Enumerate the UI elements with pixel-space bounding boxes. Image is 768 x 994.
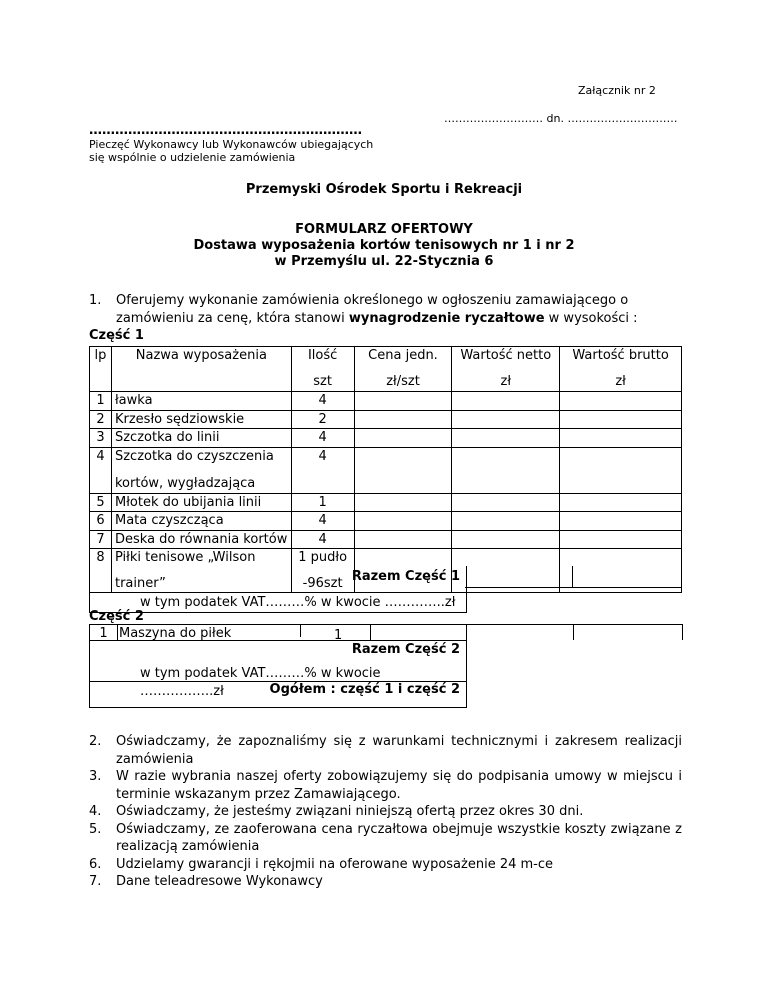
part2-summary-box bbox=[89, 640, 467, 708]
stamp-caption-1: Pieczęć Wykonawcy lub Wykonawców ubiegających bbox=[89, 138, 374, 151]
part2-total-label: Razem Część 2 bbox=[351, 642, 460, 657]
unit-qty: szt bbox=[291, 369, 354, 392]
table-row: 2 Krzesło sędziowskie 2 bbox=[90, 410, 682, 429]
part1-total-value bbox=[465, 566, 682, 588]
part2-vat-line: w tym podatek VAT………% w kwocie ……………..zł bbox=[140, 666, 381, 699]
table-row: 1 ławka 4 bbox=[90, 392, 682, 411]
table-row: 8 Piłki tenisowe „Wilson 1 pudło bbox=[90, 549, 682, 567]
unit-price: zł/szt bbox=[354, 369, 452, 392]
list-item: 7. Dane teleadresowe Wykonawcy bbox=[89, 874, 323, 890]
list-item: 5. Oświadczamy, ze zaoferowana cena ryczałtowa obejmuje wszystkie koszty związane z realizacją zamówienia bbox=[89, 821, 682, 855]
statements-list bbox=[89, 733, 682, 891]
part1-total-label: Razem Część 1 bbox=[351, 569, 460, 584]
header-gross: Wartość brutto bbox=[560, 347, 682, 370]
stamp-caption-2: się wspólnie o udzielenie zamówienia bbox=[89, 151, 296, 164]
intro-text-b: zamówieniu za cenę, która stanowi bbox=[116, 310, 345, 326]
part2-price-cells bbox=[370, 624, 683, 640]
stamp-dots: ……………………………………………………… bbox=[89, 123, 362, 138]
form-subtitle-2: w Przemyślu ul. 22-Stycznia 6 bbox=[274, 254, 494, 269]
header-name: Nazwa wyposażenia bbox=[111, 347, 291, 370]
table-row: 3 Szczotka do linii 4 bbox=[90, 429, 682, 448]
list-item: 4. Oświadczamy, że jesteśmy związani niniejszą ofertą przez okres 30 dni. bbox=[89, 804, 584, 820]
list-item: 3. W razie wybrania naszej oferty zobowiązujemy się do podpisania umowy w miejscu i terminie wskazanym przez Zamawiającego. bbox=[89, 769, 682, 802]
grand-total-label: Ogółem : część 1 i część 2 bbox=[269, 682, 460, 697]
table-row: 4 Szczotka do czyszczenia 4 bbox=[90, 447, 682, 465]
table-units-row bbox=[90, 369, 682, 392]
table-row: 5 Młotek do ubijania linii 1 bbox=[90, 493, 682, 512]
header-lp: lp bbox=[90, 347, 112, 370]
part2-label: Część 2 bbox=[89, 609, 144, 624]
table-header-row bbox=[90, 347, 682, 370]
form-subtitle-1: Dostawa wyposażenia kortów tenisowych nr 1 i nr 2 bbox=[193, 238, 575, 253]
table-row: kortów, wygładzająca bbox=[90, 465, 682, 493]
form-title: FORMULARZ OFERTOWY bbox=[295, 222, 473, 237]
annex-label: Załącznik nr 2 bbox=[578, 84, 656, 97]
header-qty: Ilość bbox=[291, 347, 354, 370]
part2-qty: 1 bbox=[334, 628, 343, 643]
intro-text-c: w wysokości : bbox=[548, 310, 638, 326]
table-row: trainer” -96szt bbox=[90, 567, 682, 593]
part2-name: Maszyna do piłek bbox=[119, 626, 232, 641]
intro-number: 1. bbox=[89, 293, 102, 308]
unit-net: zł bbox=[452, 369, 560, 392]
header-unit-price: Cena jedn. bbox=[354, 347, 452, 370]
part2-lp: 1 bbox=[89, 625, 118, 641]
header-net: Wartość netto bbox=[452, 347, 560, 370]
intro-text-a: Oferujemy wykonanie zamówienia określonego w ogłoszeniu zamawiającego o bbox=[116, 293, 629, 308]
unit-gross: zł bbox=[560, 369, 682, 392]
table-row: 6 Mata czyszcząca 4 bbox=[90, 512, 682, 531]
organization-name: Przemyski Ośrodek Sportu i Rekreacji bbox=[245, 182, 523, 197]
part1-vat-line: w tym podatek VAT………% w kwocie …………..zł bbox=[140, 595, 456, 610]
intro-text-bold: wynagrodzenie ryczałtowe bbox=[348, 310, 545, 326]
intro-paragraph bbox=[89, 292, 689, 345]
list-item: 2. Oświadczamy, że zapoznaliśmy się z warunkami technicznymi i zakresem realizacji zamówienia bbox=[89, 734, 682, 767]
part1-label: Część 1 bbox=[89, 328, 144, 344]
list-item: 6. Udzielamy gwarancji i rękojmii na oferowane wyposażenie 24 m-ce bbox=[89, 856, 554, 872]
date-line: ……………………… dn. ………………………… bbox=[444, 112, 678, 125]
part1-summary-box bbox=[89, 566, 467, 613]
table-row: 7 Deska do równania kortów 4 bbox=[90, 530, 682, 549]
offer-table bbox=[89, 346, 682, 593]
